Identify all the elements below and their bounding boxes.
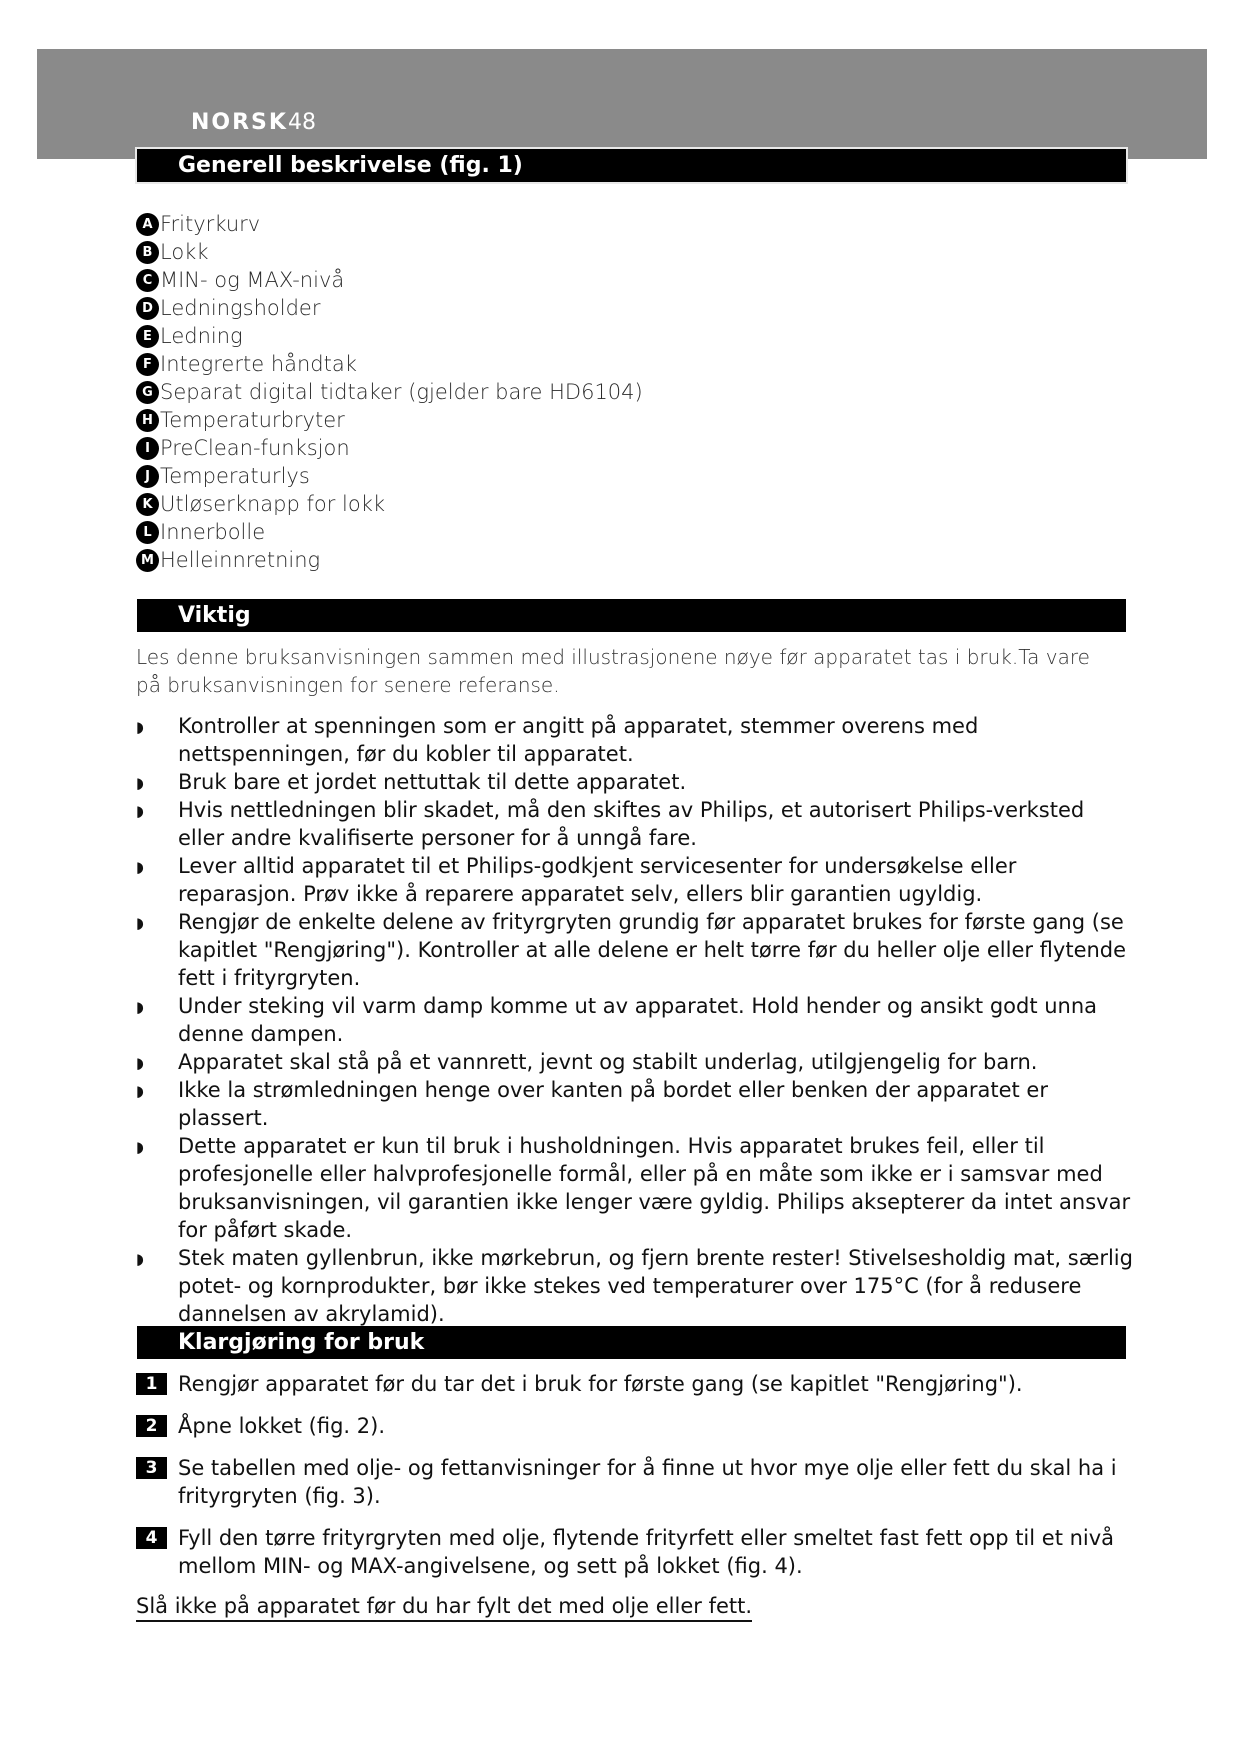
- section-title-description: Generell beskrivelse (fig. 1): [137, 149, 1126, 182]
- bullet-icon: ◗: [136, 914, 144, 932]
- page-number: 48: [287, 110, 316, 135]
- list-item: [136, 294, 1036, 322]
- step-number: 1: [136, 1373, 167, 1395]
- page-header: [191, 110, 316, 135]
- list-item: [136, 1076, 1136, 1132]
- language-label: NORSK: [191, 110, 288, 135]
- bullet-text: Rengjør de enkelte delene av frityrgryten grundig før apparatet brukes for første gang (se kapitlet "Rengjøring"). Kontroller at alle delene er helt tørre før du heller olje eller flytende fett i frityrgryten.: [178, 910, 1127, 990]
- list-item: [136, 350, 1036, 378]
- letter-badge: F: [136, 353, 159, 376]
- list-item: [136, 462, 1036, 490]
- list-item: [136, 908, 1136, 992]
- list-item: [136, 406, 1036, 434]
- bullet-icon: ◗: [136, 774, 144, 792]
- list-item: [136, 434, 1036, 462]
- list-item: [136, 768, 1136, 796]
- letter-badge: B: [136, 241, 159, 264]
- bullet-icon: ◗: [136, 1082, 144, 1100]
- bullet-text: Bruk bare et jordet nettuttak til dette apparatet.: [178, 770, 687, 794]
- list-item: [136, 378, 1036, 406]
- list-item: [136, 238, 1036, 266]
- list-item: [136, 546, 1036, 574]
- letter-badge: C: [136, 269, 159, 292]
- component-label: Ledning: [160, 324, 243, 348]
- component-label: MIN- og MAX-nivå: [160, 268, 345, 292]
- bullet-icon: ◗: [136, 1054, 144, 1072]
- letter-badge: K: [136, 493, 159, 516]
- bullet-icon: ◗: [136, 802, 144, 820]
- component-list: [136, 210, 1036, 574]
- list-item: [136, 796, 1136, 852]
- bullet-text: Lever alltid apparatet til et Philips-godkjent servicesenter for undersøkelse eller reparasjon. Prøv ikke å reparere apparatet selv, ellers blir garantien ugyldig.: [178, 854, 1017, 906]
- letter-badge: J: [136, 465, 159, 488]
- component-label: Helleinnretning: [160, 548, 321, 572]
- bullet-text: Under steking vil varm damp komme ut av apparatet. Hold hender og ansikt godt unna denne dampen.: [178, 994, 1098, 1046]
- header-band: [37, 49, 1207, 159]
- list-item: [136, 1524, 1136, 1580]
- step-text: Åpne lokket (fig. 2).: [178, 1414, 386, 1438]
- letter-badge: H: [136, 409, 159, 432]
- component-label: Frityrkurv: [160, 212, 261, 236]
- list-item: [136, 210, 1036, 238]
- list-item: [136, 712, 1136, 768]
- list-item: [136, 322, 1036, 350]
- bullet-text: Kontroller at spenningen som er angitt på apparatet, stemmer overens med nettspenningen, før du kobler til apparatet.: [178, 714, 979, 766]
- step-text: Se tabellen med olje- og fettanvisninger for å finne ut hvor mye olje eller fett du skal ha i frityrgryten (fig. 3).: [178, 1456, 1117, 1508]
- component-label: PreClean-funksjon: [160, 436, 350, 460]
- warning-note: Slå ikke på apparatet før du har fylt det med olje eller fett.: [136, 1592, 752, 1622]
- letter-badge: E: [136, 325, 159, 348]
- preparation-step-list: [136, 1370, 1136, 1580]
- step-text: Fyll den tørre frityrgryten med olje, flytende frityrfett eller smeltet fast fett opp til et nivå mellom MIN- og MAX-angivelsene, og sett på lokket (fig. 4).: [178, 1526, 1115, 1578]
- list-item: [136, 1370, 1136, 1398]
- letter-badge: A: [136, 213, 159, 236]
- letter-badge: I: [136, 437, 159, 460]
- step-number: 3: [136, 1457, 167, 1479]
- component-label: Ledningsholder: [160, 296, 321, 320]
- list-item: [136, 852, 1136, 908]
- letter-badge: G: [136, 381, 159, 404]
- letter-badge: L: [136, 521, 159, 544]
- bullet-icon: ◗: [136, 998, 144, 1016]
- bullet-text: Ikke la strømledningen henge over kanten på bordet eller benken der apparatet er plassert.: [178, 1078, 1048, 1130]
- component-label: Integrerte håndtak: [160, 352, 357, 376]
- list-item: [136, 1048, 1136, 1076]
- bullet-text: Hvis nettledningen blir skadet, må den skiftes av Philips, et autorisert Philips-verksted eller andre kvalifiserte personer for å unngå fare.: [178, 798, 1085, 850]
- bullet-icon: ◗: [136, 1250, 144, 1268]
- component-label: Temperaturbryter: [160, 408, 345, 432]
- list-item: [136, 490, 1036, 518]
- letter-badge: M: [136, 549, 159, 572]
- bullet-text: Apparatet skal stå på et vannrett, jevnt og stabilt underlag, utilgjengelig for barn.: [178, 1050, 1038, 1074]
- section-title-preparation: Klargjøring for bruk: [137, 1326, 1126, 1359]
- bullet-icon: ◗: [136, 718, 144, 736]
- important-bullet-list: [136, 712, 1136, 1328]
- list-item: [136, 1454, 1136, 1510]
- bullet-text: Dette apparatet er kun til bruk i husholdningen. Hvis apparatet brukes feil, eller til profesjonelle eller halvprofesjonelle formål, eller på en måte som ikke er i samsvar med bruksanvisningen, vil garantien ikke lenger være gyldig. Philips aksepterer da intet ansvar for påført skade.: [178, 1134, 1131, 1242]
- step-number: 4: [136, 1527, 167, 1549]
- bullet-icon: ◗: [136, 1138, 144, 1156]
- list-item: [136, 1244, 1136, 1328]
- bullet-text: Stek maten gyllenbrun, ikke mørkebrun, og fjern brente rester! Stivelsesholdig mat, særlig potet- og kornprodukter, bør ikke stekes ved temperaturer over 175°C (for å redusere dannelsen av akrylamid).: [178, 1246, 1133, 1326]
- letter-badge: D: [136, 297, 159, 320]
- list-item: [136, 1132, 1136, 1244]
- component-label: Utløserknapp for lokk: [160, 492, 386, 516]
- list-item: [136, 518, 1036, 546]
- component-label: Temperaturlys: [160, 464, 310, 488]
- list-item: [136, 1412, 1136, 1440]
- list-item: [136, 266, 1036, 294]
- component-label: Separat digital tidtaker (gjelder bare HD6104): [160, 380, 643, 404]
- step-text: Rengjør apparatet før du tar det i bruk for første gang (se kapitlet "Rengjøring").: [178, 1372, 1023, 1396]
- component-label: Innerbolle: [160, 520, 266, 544]
- step-number: 2: [136, 1415, 167, 1437]
- list-item: [136, 992, 1136, 1048]
- section-title-important: Viktig: [137, 599, 1126, 632]
- component-label: Lokk: [160, 240, 209, 264]
- bullet-icon: ◗: [136, 858, 144, 876]
- important-intro: Les denne bruksanvisningen sammen med illustrasjonene nøye før apparatet tas i bruk.Ta vare på bruksanvisningen for senere referanse.: [136, 645, 1090, 697]
